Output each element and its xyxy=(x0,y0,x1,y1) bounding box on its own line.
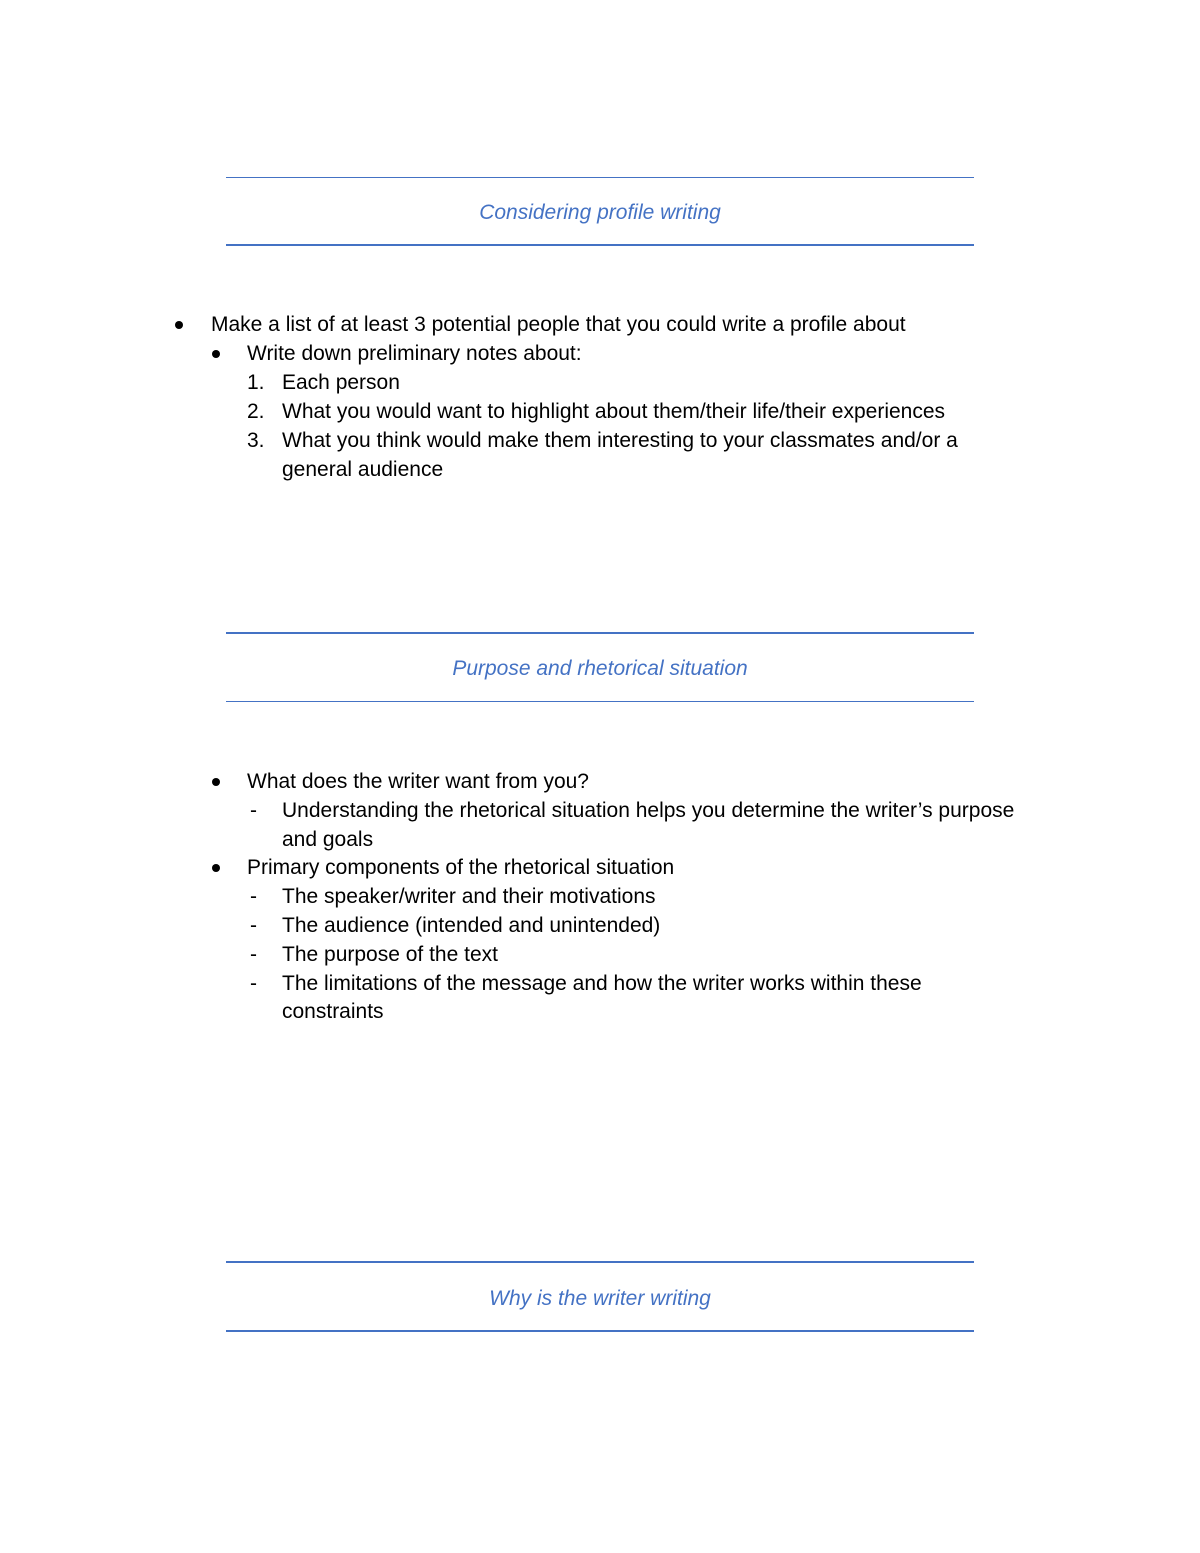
list-item: What you think would make them interesting to your classmates and/or a xyxy=(282,429,958,452)
list-item: Make a list of at least 3 potential people that you could write a profile about xyxy=(211,313,906,336)
bullet-icon xyxy=(212,350,220,358)
list-item-continuation: general audience xyxy=(282,458,444,481)
list-item-continuation: and goals xyxy=(282,828,374,851)
section-3-heading: Why is the writer writing xyxy=(489,1287,711,1310)
section-3-bottom-rule xyxy=(226,1330,974,1332)
bullet-icon xyxy=(212,778,220,786)
list-number: 2. xyxy=(247,400,265,423)
dash-marker: - xyxy=(250,885,257,908)
section-2-bottom-rule xyxy=(226,701,974,702)
section-1-bottom-rule xyxy=(226,244,974,246)
list-number: 1. xyxy=(247,371,265,394)
list-item: Primary components of the rhetorical situation xyxy=(247,856,675,879)
list-item: Each person xyxy=(282,371,400,394)
list-item: What you would want to highlight about them/their life/their experiences xyxy=(282,400,946,423)
list-item-continuation: constraints xyxy=(282,1000,384,1023)
section-1-top-rule xyxy=(226,177,974,178)
section-3-top-rule xyxy=(226,1261,974,1263)
section-2-top-rule xyxy=(226,632,974,634)
dash-marker: - xyxy=(250,914,257,937)
dash-marker: - xyxy=(250,799,257,822)
list-item: The audience (intended and unintended) xyxy=(282,914,661,937)
list-item: The limitations of the message and how the writer works within these xyxy=(282,972,922,995)
list-number: 3. xyxy=(247,429,265,452)
list-item: The purpose of the text xyxy=(282,943,498,966)
dash-marker: - xyxy=(250,972,257,995)
list-item: Understanding the rhetorical situation helps you determine the writer’s purpose xyxy=(282,799,1015,822)
list-item: What does the writer want from you? xyxy=(247,770,589,793)
dash-marker: - xyxy=(250,943,257,966)
section-1-heading: Considering profile writing xyxy=(479,201,721,224)
bullet-icon xyxy=(175,321,183,329)
list-item: The speaker/writer and their motivations xyxy=(282,885,656,908)
bullet-icon xyxy=(212,864,220,872)
list-item: Write down preliminary notes about: xyxy=(247,342,582,365)
section-2-heading: Purpose and rhetorical situation xyxy=(452,657,748,680)
